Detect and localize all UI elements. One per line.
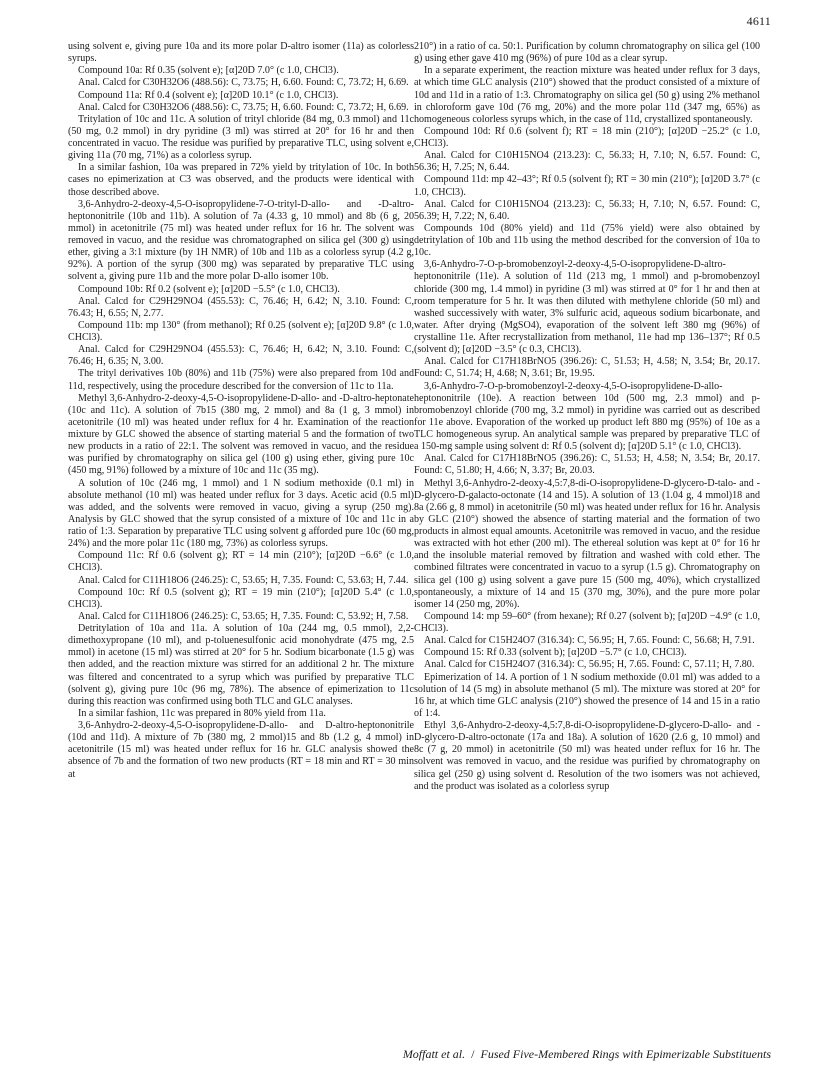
paragraph: The trityl derivatives 10b (80%) and 11b (75%) were also prepared from 10d and 11d, respectively, using the procedure described for the conversion of 11c to 11a. xyxy=(68,368,414,392)
paragraph: Anal. Calcd for C15H24O7 (316.34): C, 56.95; H, 7.65. Found: C, 57.11; H, 7.80. xyxy=(424,659,755,671)
footer-separator: / xyxy=(471,1047,475,1061)
paragraph: 210°) in a ratio of ca. 50:1. Purification by column chromatography on silica gel (100 g) using ether gave 410 mg (96%) of pure 10d as a clear syrup. xyxy=(414,41,760,65)
running-footer xyxy=(403,1047,771,1061)
paragraph: In a similar fashion, 11c was prepared in 80% yield from 11a. xyxy=(78,707,326,719)
paragraph: 3,6-Anhydro-7-O-p-bromobenzoyl-2-deoxy-4,5-O-isopropylidene-D-altro-heptononitrile (11e). A solution of 11d (213 mg, 1 mmol) and p-bromobenzoyl chloride (300 mg, 1.4 mmol) in pyridine (3 ml) was stirred at 0° for 1 hr and then at room temperature for 5 hr. It was then diluted with methylene chloride (50 ml) and washed successively with water, 3% sulfuric acid, aqueous sodium bicarbonate, and water. After drying (MgSO4), evaporation of the solvent left 380 mg (96%) of crystalline 11e. After recrystallization from methanol, 11e had mp 136–137°; Rf 0.5 (solvent d); [α]20D −3.5° (c 0.3, CHCl3). xyxy=(414,259,760,356)
paragraph: Anal. Calcd for C29H29NO4 (455.53): C, 76.46; H, 6.42; N, 3.10. Found: C, 76.46; H, 6.35; N, 3.00. xyxy=(68,344,414,368)
paragraph: Tritylation of 10c and 11c. A solution of trityl chloride (84 mg, 0.3 mmol) and 11c (50 mg, 0.2 mmol) in dry pyridine (3 ml) was stirred at 20° for 16 hr and then concentrated in vacuo. The residue was purified by preparative TLC, using solvent e, giving 11a (70 mg, 71%) as a colorless syrup. xyxy=(68,113,414,162)
paragraph: Anal. Calcd for C11H18O6 (246.25): C, 53.65; H, 7.35. Found: C, 53.92; H, 7.58. xyxy=(78,610,409,622)
paragraph: Anal. Calcd for C11H18O6 (246.25): C, 53.65; H, 7.35. Found: C, 53.63; H, 7.44. xyxy=(78,574,409,586)
paragraph: Detritylation of 10a and 11a. A solution of 10a (244 mg, 0.5 mmol), 2,2-dimethoxypropane (10 ml), and p-toluenesulfonic acid monohydrate (475 mg, 2.5 mmol) in acetone (15 ml) was stirred at 20° for 5 hr. Sodium bicarbonate (1.5 g) was then added, and the reaction mixture was stirred for an additional 2 hr. The mixture was filtered and concentrated to a syrup which was purified by preparative TLC (solvent g), giving pure 10c (96 mg, 78%). The absence of epimerization to 11c during this reaction was confirmed using both TLC and GLC analyses. xyxy=(68,623,414,707)
right-column xyxy=(414,41,760,793)
paragraph: Compound 15: Rf 0.33 (solvent b); [α]20D −5.7° (c 1.0, CHCl3). xyxy=(424,647,687,659)
paragraph: Compound 11d: mp 42–43°; Rf 0.5 (solvent f); RT = 30 min (210°); [α]20D 3.7° (c 1.0, CHCl3). xyxy=(414,174,760,198)
paragraph: Anal. Calcd for C17H18BrNO5 (396.26): C, 51.53; H, 4.58; N, 3.54; Br, 20.17. Found: C, 51.74; H, 4.68; N, 3.61; Br, 19.95. xyxy=(414,356,760,380)
paragraph: Compound 11a: Rf 0.4 (solvent e); [α]20D 10.1° (c 1.0, CHCl3). xyxy=(78,89,339,101)
paragraph: Anal. Calcd for C30H32O6 (488.56): C, 73.75; H, 6.60. Found: C, 73.72; H, 6.69. xyxy=(78,77,409,89)
paragraph: 3,6-Anhydro-2-deoxy-4,5-O-isopropylidene-7-O-trityl-D-allo- and -D-altro-heptononitrile (10b and 11b). A solution of 7a (4.33 g, 10 mmol) and 8b (6 g, 20 mmol) in acetonitrile (75 ml) was heated under reflux for 16 hr. The solvent was removed in vacuo, and the residue was chromatographed on silica gel (300 g) using ether, giving a 3:1 mixture (by 1H NMR) of 10b and 11b as a colorless syrup (4.2 g, 92%). A portion of the syrup (300 mg) was separated by preparative TLC using solvent a, giving pure 11b and the more polar D-allo isomer 10b. xyxy=(68,198,414,283)
paragraph: Compound 10c: Rf 0.5 (solvent g); RT = 19 min (210°); [α]20D 5.4° (c 1.0, CHCl3). xyxy=(68,586,414,610)
paragraph: Epimerization of 14. A portion of 1 N sodium methoxide (0.01 ml) was added to a solution of 14 (5 mg) in absolute methanol (5 ml). The mixture was stored at 20° for 16 hr, at which time GLC analysis (210°) showed the presence of 14 and 15 in a ratio of 1:4. xyxy=(414,671,760,719)
paragraph: Methyl 3,6-Anhydro-2-deoxy-4,5:7,8-di-O-isopropylidene-D-glycero-D-talo- and -D-glycero-D-galacto-octonate (14 and 15). A solution of 13 (1.04 g, 4 mmol)18 and 8a (2.66 g, 8 mmol) in acetonitrile (50 ml) was heated under reflux for 16 hr. Analysis by GLC (210°) showed the absence of starting material and the formation of two products in almost equal amounts. Acetonitrile was removed in vacuo, and the residue was extracted with hot ether (200 ml). The ethereal solution was kept at 0° for 16 hr and the insoluble material removed by filtration and washed with cold ether. The combined filtrates were concentrated in vacuo to a syrup (1.5 g). Chromatography on silica gel (100 g) using solvent a gave pure 15 (500 mg, 40%), which crystallized spontaneously, a mixture of 14 and 15 (370 mg, 30%), and the pure more polar isomer 14 (250 mg, 20%). xyxy=(414,477,760,610)
paragraph: Anal. Calcd for C17H18BrNO5 (396.26): C, 51.53; H, 4.58; N, 3.54; Br, 20.17. Found: C, 51.80; H, 4.66; N, 3.37; Br, 20.03. xyxy=(414,453,760,477)
left-column xyxy=(68,41,414,781)
paragraph: Compound 10a: Rf 0.35 (solvent e); [α]20D 7.0° (c 1.0, CHCl3). xyxy=(78,65,339,77)
footer-title: Fused Five-Membered Rings with Epimerizable Substituents xyxy=(480,1047,771,1061)
paragraph: using solvent e, giving pure 10a and its more polar D-altro isomer (11a) as colorless syrups. xyxy=(68,41,414,65)
paragraph: In a separate experiment, the reaction mixture was heated under reflux for 3 days, at which time GLC analysis (210°) showed that the product consisted of a mixture of 10d and 11d in a ratio of 1:3. Chromatography on silica gel (50 g) using 2% methanol in chloroform gave 10d (76 mg, 20%) and the more polar 11d (347 mg, 65%) as homogeneous colorless syrups which, in the case of 11d, crystallized spontaneously. xyxy=(414,65,760,125)
paragraph: A solution of 10c (246 mg, 1 mmol) and 1 N sodium methoxide (0.1 ml) in absolute methanol (10 ml) was heated under reflux for 3 days. Acetic acid (0.5 ml) was added, and the solvents were removed in vacuo, giving a syrup (250 mg). Analysis by GLC showed that the syrup consisted of a mixture of 10c and 11c in a ratio of 1:3. Separation by preparative TLC using solvent g afforded pure 10c (60 mg, 24%) and the more polar 11c (180 mg, 73%) as colorless syrups. xyxy=(68,477,414,550)
paragraph: Compounds 10d (80% yield) and 11d (75% yield) were also obtained by detritylation of 10b and 11b using the method described for the conversion of 10a to 10c. xyxy=(414,222,760,259)
paragraph: Methyl 3,6-Anhydro-2-deoxy-4,5-O-isopropylidene-D-allo- and -D-altro-heptonate (10c and 11c). A solution of 7b15 (380 mg, 2 mmol) and 8a (1 g, 3 mmol) in acetonitrile (10 ml) was heated under reflux for 4 hr. Examination of the reaction mixture by GLC showed the absence of starting material 5 and the formation of two new products in a ratio of 22:1. The solvent was removed in vacuo, and the residue was purified by chromatography on silica gel (100 g) using ether, giving pure 10c (450 mg, 91%) followed by a mixture of 10c and 11c (35 mg). xyxy=(68,392,414,477)
paragraph: Compound 10b: Rf 0.2 (solvent e); [α]20D −5.5° (c 1.0, CHCl3). xyxy=(78,283,340,295)
paragraph: 3,6-Anhydro-7-O-p-bromobenzoyl-2-deoxy-4,5-O-isopropylidene-D-allo-heptononitrile (10e). A reaction between 10d (500 mg, 2.3 mmol) and p-bromobenzoyl chloride (700 mg, 3.2 mmol) in pyridine was carried out as described for 11e above. Evaporation of the worked up product left 880 mg (95%) of 10e as a TLC homogeneous syrup. An analytical sample was prepared by preparative TLC of a 150-mg sample using solvent d: Rf 0.5 (solvent d); [α]20D 5.1° (c 1.0, CHCl3). xyxy=(414,380,760,453)
paragraph: Compound 11c: Rf 0.6 (solvent g); RT = 14 min (210°); [α]20D −6.6° (c 1.0, CHCl3). xyxy=(68,550,414,574)
paragraph: 3,6-Anhydro-2-deoxy-4,5-O-isopropylidene-D-allo- and D-altro-heptononitrile (10d and 11d). A mixture of 7b (380 mg, 2 mmol)15 and 8b (1.2 g, 4 mmol) in acetonitrile (15 ml) was heated under reflux for 16 hr. GLC analysis showed the absence of 7b and the formation of two new products (RT = 18 min and RT = 30 min at xyxy=(68,720,414,780)
paragraph: Anal. Calcd for C29H29NO4 (455.53): C, 76.46; H, 6.42; N, 3.10. Found: C, 76.43; H, 6.55; N, 2.77. xyxy=(68,295,414,319)
paragraph: Compound 10d: Rf 0.6 (solvent f); RT = 18 min (210°); [α]20D −25.2° (c 1.0, CHCl3). xyxy=(414,125,760,149)
paragraph: Anal. Calcd for C10H15NO4 (213.23): C, 56.33; H, 7.10; N, 6.57. Found: C, 56.36; H, 7.25; N, 6.44. xyxy=(414,150,760,174)
footer-authors: Moffatt et al. xyxy=(402,1047,466,1061)
paragraph: Compound 11b: mp 130° (from methanol); Rf 0.25 (solvent e); [α]20D 9.8° (c 1.0, CHCl3). xyxy=(68,319,414,343)
paragraph: Anal. Calcd for C30H32O6 (488.56): C, 73.75; H, 6.60. Found: C, 73.72; H, 6.69. xyxy=(78,101,409,113)
paragraph: Ethyl 3,6-Anhydro-2-deoxy-4,5:7,8-di-O-isopropylidene-D-glycero-D-allo- and -D-glycero-D-altro-octonate (17a and 18a). A solution of 1620 (2.6 g, 10 mmol) and 8c (7 g, 20 mmol) in acetonitrile (50 ml) was heated under reflux for 16 hr. The solvent was removed in vacuo, and the residue was purified by chromatography on silica gel (250 g) using solvent d. Resolution of the two isomers was not achieved, and the product was isolated as a colorless syrup xyxy=(414,720,760,792)
page-number: 4611 xyxy=(746,14,771,28)
paragraph: Anal. Calcd for C10H15NO4 (213.23): C, 56.33; H, 7.10; N, 6.57. Found: C, 56.39; H, 7.22; N, 6.40. xyxy=(414,198,760,222)
paragraph: In a similar fashion, 10a was prepared in 72% yield by tritylation of 10c. In both cases no epimerization at C3 was observed, and the products were identical with those described above. xyxy=(68,162,414,198)
paragraph: Compound 14: mp 59–60° (from hexane); Rf 0.27 (solvent b); [α]20D −4.9° (c 1.0, CHCl3). xyxy=(414,610,760,634)
paragraph: Anal. Calcd for C15H24O7 (316.34): C, 56.95; H, 7.65. Found: C, 56.68; H, 7.91. xyxy=(424,635,755,647)
